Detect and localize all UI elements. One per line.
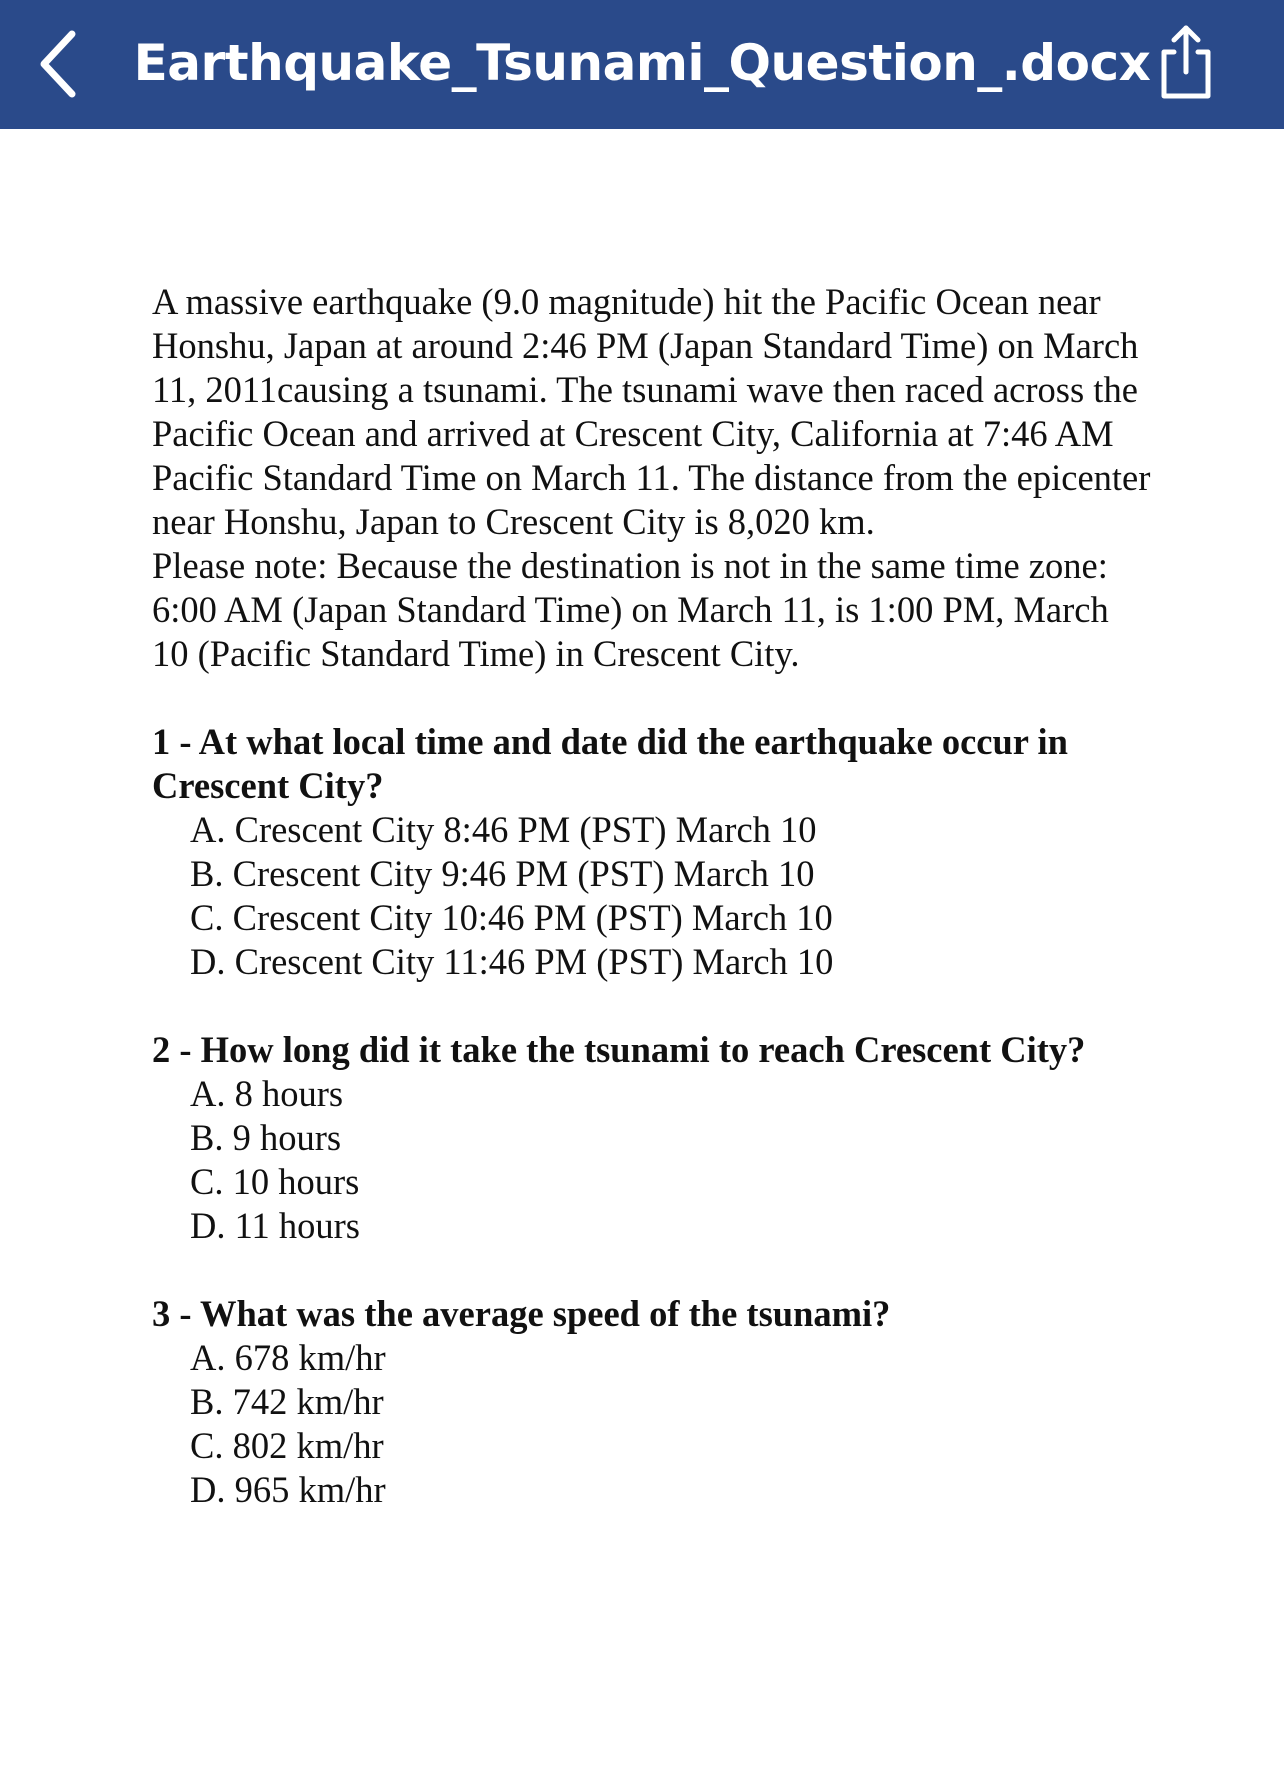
share-button[interactable] [1150, 20, 1222, 104]
option-b: B. 742 km/hr [190, 1381, 384, 1422]
option-b: B. 9 hours [190, 1117, 342, 1158]
intro-paragraph: A massive earthquake (9.0 magnitude) hit the Pacific Ocean near Honshu, Japan at around 2:46 PM (Japan Standard Time) on March 11, 2011causing a tsunami. The tsunami wave then raced across the Pacific Ocean and arrived at Crescent City, California at 7:46 AM Pacific Standard Time on March 11. The distance from the epicenter near Honshu, Japan to Crescent City is 8,020 km. [152, 281, 1151, 542]
intro-section [152, 280, 1152, 676]
option-c: C. 802 km/hr [190, 1425, 384, 1466]
question-1 [152, 720, 1152, 984]
option-a: A. 8 hours [190, 1073, 344, 1114]
back-button[interactable] [36, 28, 80, 100]
note-paragraph: Please note: Because the destination is not in the same time zone: 6:00 AM (Japan Standard Time) on March 11, is 1:00 PM, March 10 (Pacific Standard Time) in Crescent City. [152, 545, 1109, 674]
options-list [152, 808, 1152, 984]
question-2 [152, 1028, 1152, 1248]
option-a: A. 678 km/hr [190, 1337, 386, 1378]
document-body [152, 280, 1152, 1512]
share-icon [1150, 20, 1222, 104]
question-heading: 1 - At what local time and date did the earthquake occur in Crescent City? [152, 721, 1068, 806]
question-heading: 2 - How long did it take the tsunami to reach Crescent City? [152, 1029, 1086, 1070]
options-list [152, 1072, 1152, 1248]
top-bar [0, 0, 1284, 129]
options-list [152, 1336, 1152, 1512]
option-c: C. Crescent City 10:46 PM (PST) March 10 [190, 897, 833, 938]
document-title: Earthquake_Tsunami_Question_.docx [133, 34, 1151, 92]
option-a: A. Crescent City 8:46 PM (PST) March 10 [190, 809, 817, 850]
question-3 [152, 1292, 1152, 1512]
option-b: B. Crescent City 9:46 PM (PST) March 10 [190, 853, 815, 894]
chevron-left-icon [36, 28, 80, 100]
option-c: C. 10 hours [190, 1161, 360, 1202]
option-d: D. Crescent City 11:46 PM (PST) March 10 [190, 941, 834, 982]
question-heading: 3 - What was the average speed of the tsunami? [152, 1293, 891, 1334]
option-d: D. 965 km/hr [190, 1469, 386, 1510]
option-d: D. 11 hours [190, 1205, 360, 1246]
